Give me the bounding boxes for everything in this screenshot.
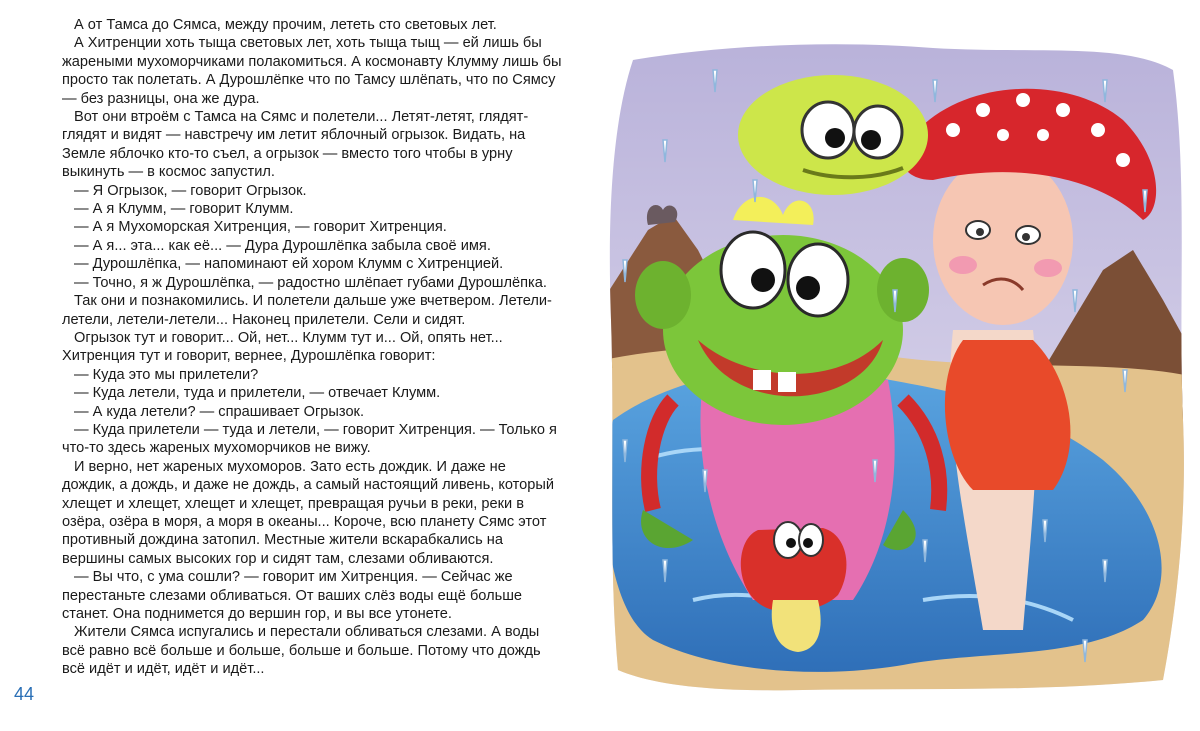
paragraph: А Хитренции хоть тыща световых лет, хоть тыща тыщ — ей лишь бы жареными мухоморчиками полакомиться. А космонавту Клумму лишь бы просто так полетать. А Дурошлёпке что по Тамсу шлёпать, что по Сямсу — без разницы, она же дура. (62, 35, 562, 107)
paragraph: — Точно, я ж Дурошлёпка, — радостно шлёпает губами Дурошлёпка. (74, 274, 547, 291)
paragraph: — А я Мухоморская Хитренция, — говорит Хитренция. (74, 219, 447, 236)
paragraph: — Дурошлёпка, — напоминают ей хором Клумм с Хитренцией. (74, 256, 504, 273)
paragraph: — А я Клумм, — говорит Клумм. (74, 201, 294, 218)
paragraph: И верно, нет жареных мухоморов. Зато есть дождик. И даже не дождик, а дождь, и даже не дождь, а самый настоящий ливень, который хлещет и хлещет, хлещет и хлещет, превращая ручьи в реки, реки в озёра, озёра в моря, а моря в океаны... Короче, всю планету Сямс этот противный дождина затопил. Местные жители вскарабкались на вершины самых высоких гор и сидят там, слезами обливаются. (62, 458, 555, 567)
paragraph: Так они и познакомились. И полетели дальше уже вчетвером. Летели-летели, летели-летели... Наконец прилетели. Сели и сидят. (62, 293, 552, 328)
durashlepka-character (738, 75, 928, 195)
paragraph: — Куда летели, туда и прилетели, — отвечает Клумм. (74, 385, 441, 402)
page-number: 44 (14, 684, 35, 704)
paragraph: — Вы что, с ума сошли? — говорит им Хитренция. — Сейчас же перестаньте слезами обливаться. От ваших слёз воды ещё больше станет. Она поднимется до вершин гор, и вы все утонете. (62, 569, 523, 622)
paragraph: Вот они втроём с Тамса на Сямс и полетели... Летят-летят, глядят-глядят и видят — навстречу им летит яблочный огрызок. Видать, на Земле яблочко кто-то съел, а огрызок — вместо того чтобы в урну выкинуть — в космос запустил. (62, 109, 529, 181)
paragraph: Жители Сямса испугались и перестали обливаться слезами. А воды всё равно всё больше и больше, больше и больше. Потому что дождь всё идёт и идёт, идёт и идёт... (62, 624, 541, 678)
story-text (62, 16, 562, 679)
paragraph: А от Тамса до Сямса, между прочим, лететь сто световых лет. (74, 17, 497, 33)
paragraph: — Я Огрызок, — говорит Огрызок. (74, 182, 307, 199)
story-illustration (603, 40, 1185, 695)
paragraph: — Куда прилетели — туда и летели, — говорит Хитренция. — Только я что-то здесь жареных мухоморчиков не вижу. (62, 421, 557, 457)
paragraph: Огрызок тут и говорит... Ой, нет... Клумм тут и... Ой, опять нет... Хитренция тут и говорит, вернее, Дурошлёпка говорит: (62, 329, 503, 365)
paragraph: — А я... эта... как её... — Дура Дурошлёпка забыла своё имя. (74, 237, 491, 254)
paragraph: — А куда летели? — спрашивает Огрызок. (74, 403, 364, 420)
paragraph: — Куда это мы прилетели? (74, 366, 259, 383)
